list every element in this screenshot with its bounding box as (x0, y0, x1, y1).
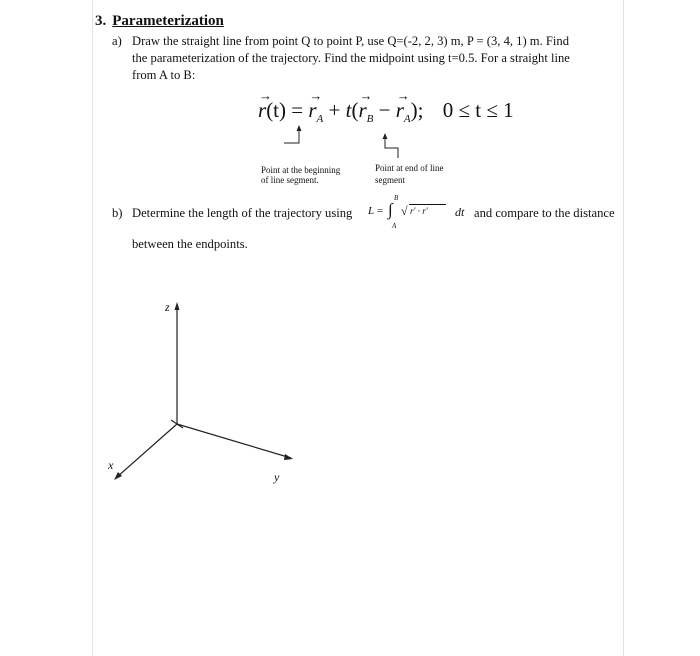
close-paren: ) (410, 98, 418, 122)
lhs-argument: (t) (266, 98, 287, 122)
part-b-text-before: Determine the length of the trajectory using (132, 206, 353, 220)
r-a-vector-2: → $r_A$ (395, 88, 411, 126)
integral-upper-limit: B (394, 194, 399, 202)
open-paren: ( (351, 98, 359, 122)
minus-sign: − (378, 98, 391, 122)
part-a-line-3: from A to B: (132, 68, 196, 82)
equals-sign: = (291, 98, 304, 122)
x-axis-label: x (108, 458, 114, 472)
integrand: r′ · r′ (410, 206, 428, 216)
annotation-end-line-1: Point at end of line (375, 163, 444, 173)
z-axis-label: z (165, 300, 170, 314)
parameter-range: 0 ≤ t ≤ 1 (442, 98, 514, 122)
r-vector: → r (258, 88, 272, 122)
differential-dt: dt (455, 205, 465, 219)
part-a-line-1: Draw the straight line from point Q to point P, use Q=(-2, 2, 3) m, P = (3, 4, 1) m. Find (132, 34, 569, 48)
z-arrow-head (175, 302, 180, 310)
semicolon: ; (417, 98, 424, 122)
r-b-vector: → $r_B$ (358, 88, 374, 126)
plus-sign: + (328, 98, 341, 122)
y-axis (177, 424, 291, 458)
part-b-label: b) (112, 206, 123, 220)
y-axis-label: y (274, 470, 280, 484)
sqrt-sign: √ (401, 204, 408, 218)
r-a-vector: → $r_A$ (308, 88, 324, 126)
annotation-begin-line-2: of line segment. (261, 175, 319, 185)
problem-title: Parameterization (112, 13, 224, 29)
problem-number: 3. (95, 13, 107, 29)
y-arrow-head (284, 454, 293, 460)
part-b-line-2: between the endpoints. (132, 237, 248, 251)
annotation-begin-line-1: Point at the beginning (261, 165, 341, 175)
t-variable: t (345, 98, 352, 122)
length-symbol: L (368, 205, 375, 217)
part-b-text-after: and compare to the distance (474, 206, 615, 220)
formula-equals: = (377, 205, 384, 217)
annotation-end-line-2: segment (375, 175, 405, 185)
part-a-label: a) (112, 34, 122, 48)
x-axis (117, 424, 177, 477)
integral-sign: ∫ (388, 200, 393, 219)
integral-lower-limit: A (392, 222, 397, 230)
part-a-line-2: the parameterization of the trajectory. Find the midpoint using t=0.5. For a straight line (132, 51, 570, 65)
